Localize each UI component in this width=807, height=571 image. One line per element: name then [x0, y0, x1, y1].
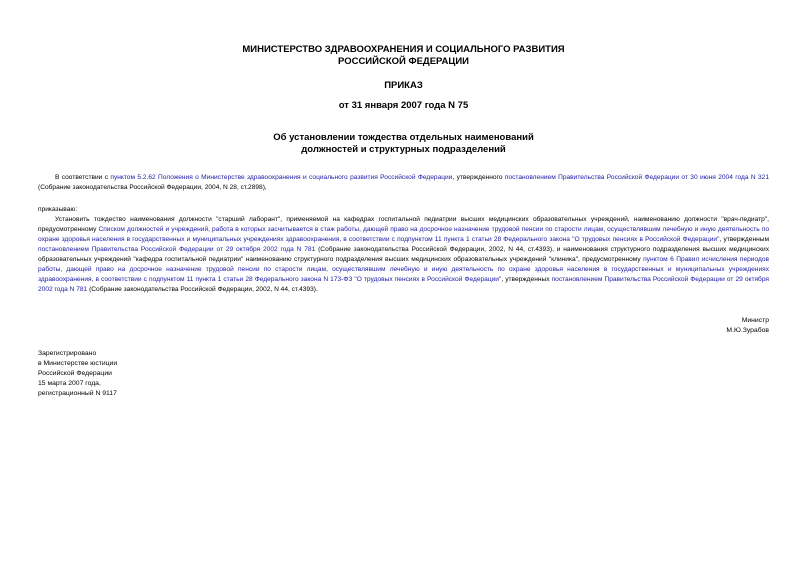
preamble-link-regulation[interactable]: пунктом 5.2.62 Положения о Министерстве здравоохранения и социального развития Российской Федерации — [110, 174, 453, 181]
registration-line-1: Зарегистрировано — [38, 350, 97, 357]
registration-line-3: Российской Федерации — [38, 370, 112, 377]
ministry-line-2: РОССИЙСКОЙ ФЕДЕРАЦИИ — [337, 56, 469, 67]
main-link-rules-item-6[interactable]: пунктом 6 Правил исчисления периодов работы, дающей право на досрочное назначение трудовой пенсии по старости лицам, осуществлявшим лечебную и иную деятельность по охране здоровья населения в государственных и муниципальных учреждениях здравоохранения, в соответствии с подпунктом 11 пункта 1 статьи 28 Федерального закона N 173-ФЗ "О трудовых пенсиях в Российской Федерации" — [38, 256, 769, 283]
main-link-decree-781[interactable]: постановлением Правительства Российской Федерации от 29 октября 2002 года N 781 — [38, 246, 316, 253]
registration-line-2: в Министерстве юстиции — [38, 360, 118, 367]
preamble-text-2: , утвержденного — [452, 174, 505, 181]
main-text-4: , утвержденных — [501, 276, 552, 283]
doc-title — [0, 132, 807, 156]
main-text-5: (Собрание законодательства Российской Федерации, 2002, N 44, ст.4393). — [87, 286, 318, 293]
registration-block — [38, 349, 117, 399]
main-paragraph — [38, 215, 769, 295]
preamble-text-3: (Собрание законодательства Российской Федерации, 2004, N 28, ст.2898), — [38, 184, 267, 191]
main-text-3: (Собрание законодательства Российской Федерации, 2002, N 44, ст.4393), и наименования структурного подразделения высших медицинских образовательных учреждений "кафедра госпитальной педиатрии" наименованию структурного подразделения высших медицинских образовательных учреждений "клиника", предусмотренному — [38, 246, 769, 263]
signature-block — [726, 316, 769, 336]
main-text-2: , утвержденным — [719, 236, 769, 243]
registration-line-5: регистрационный N 9117 — [38, 390, 117, 397]
doc-title-line-2: должностей и структурных подразделений — [301, 144, 506, 155]
preamble-text-1: В соответствии с — [55, 174, 111, 181]
registration-line-4: 15 марта 2007 года, — [38, 380, 101, 387]
signature-position: Министр — [741, 317, 769, 324]
doc-date-number: от 31 января 2007 года N 75 — [338, 100, 469, 111]
signature-name: М.Ю.Зурабов — [726, 327, 769, 334]
preamble-link-decree-321[interactable]: постановлением Правительства Российской Федерации от 30 июня 2004 года N 321 — [504, 174, 770, 181]
main-text-1: Установить тождество наименования должности "старший лаборант", применяемой на кафедрах госпитальной педиатрии высших медицинских образовательных учреждений, наименованию должности "врач-педиатр", предусмотренному — [38, 216, 769, 233]
main-link-list-of-positions[interactable]: Списком должностей и учреждений, работа в которых засчитывается в стаж работы, дающей право на досрочное назначение трудовой пенсии по старости лицам, осуществлявшим лечебную и иную деятельность по охране здоровья населения в государственных и муниципальных учреждениях здравоохранения, в соответствии с подпунктом 11 пункта 1 статьи 28 Федерального закона "О трудовых пенсиях в Российской Федерации" — [38, 226, 769, 243]
preamble-paragraph — [38, 173, 769, 193]
order-word: приказываю: — [38, 206, 78, 213]
ministry-heading — [0, 44, 807, 68]
ministry-line-1: МИНИСТЕРСТВО ЗДРАВООХРАНЕНИЯ И СОЦИАЛЬНОГО РАЗВИТИЯ — [242, 44, 565, 55]
main-link-decree-781-second[interactable]: постановлением Правительства Российской Федерации от 29 октября 2002 года N 781 — [38, 276, 769, 293]
doc-title-line-1: Об установлении тождества отдельных наименований — [273, 132, 534, 143]
doc-type: ПРИКАЗ — [384, 80, 423, 91]
